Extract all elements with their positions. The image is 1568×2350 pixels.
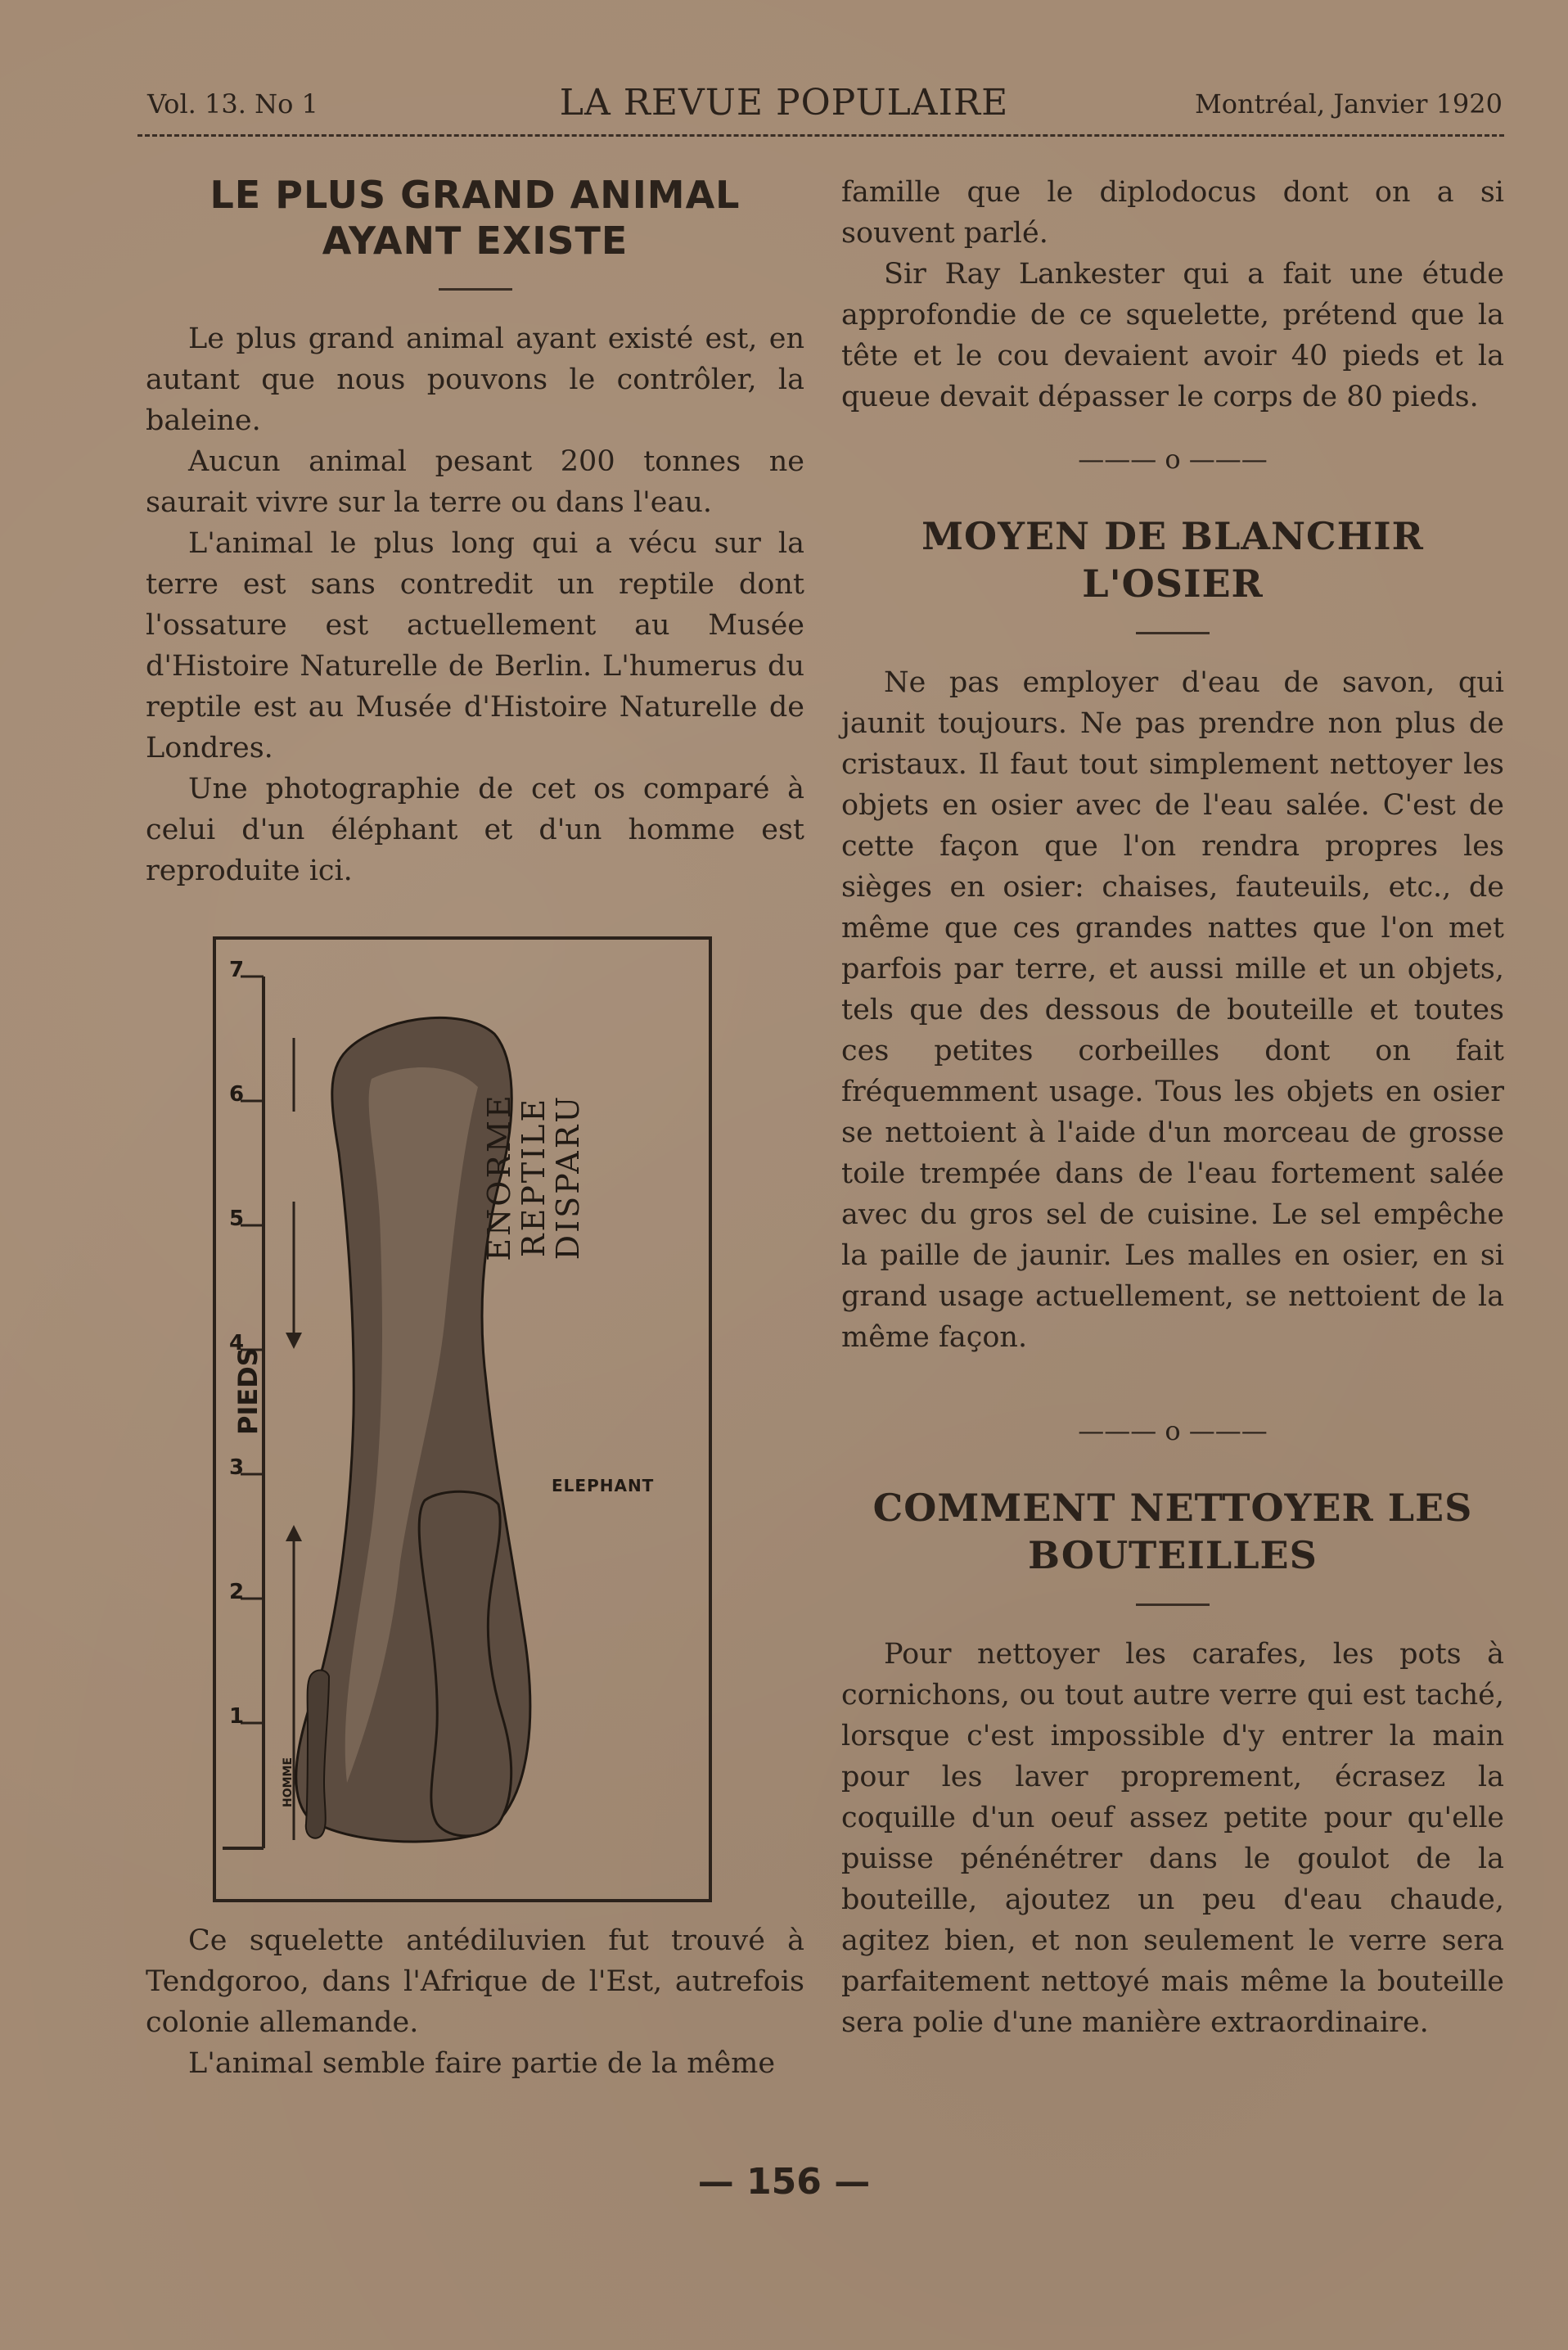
left-column xyxy=(146,172,804,2084)
right-column xyxy=(841,172,1504,2043)
scale-tick-label: 6 xyxy=(229,1082,245,1107)
volume-number: Vol. 13. No 1 xyxy=(147,88,318,120)
scale-tick-label: 5 xyxy=(229,1207,245,1231)
human-bone xyxy=(306,1671,329,1838)
paragraph: L'animal semble faire partie de la même xyxy=(188,2047,776,2080)
section-separator: ——— o ——— xyxy=(1078,444,1268,475)
arrow-down-icon xyxy=(286,1333,302,1349)
title-rule xyxy=(439,288,512,291)
journal-title: LA REVUE POPULAIRE xyxy=(559,82,1009,124)
title-rule xyxy=(1136,1604,1210,1606)
reptile-label xyxy=(482,1083,728,1271)
paragraph-continued: famille que le diplodocus dont on a si souvent parlé. xyxy=(841,176,1504,250)
bone-comparison-figure xyxy=(213,936,712,1902)
paragraph: Aucun animal pesant 200 tonnes ne saurait vivre sur la terre ou dans l'eau. xyxy=(146,445,804,519)
section-separator: ——— o ——— xyxy=(1078,1415,1268,1446)
page-number: — 156 — xyxy=(697,2161,871,2203)
scale-tick-label: 2 xyxy=(229,1580,245,1604)
reptile-label-line: REPTILE xyxy=(516,1096,552,1258)
paragraph: Une photographie de cet os comparé à celui d'un éléphant et d'un homme est reproduite ici. xyxy=(146,773,804,887)
article-title-bouteilles: COMMENT NETTOYER LES BOUTEILLES xyxy=(872,1486,1473,1577)
paragraph: Ce squelette antédiluvien fut trouvé à Tendgoroo, dans l'Afrique de l'Est, autrefois colonie allemande. xyxy=(146,1924,804,2039)
page-header xyxy=(0,79,1568,128)
reptile-label-line: DISPARU xyxy=(550,1094,586,1261)
article-title-largest-animal: LE PLUS GRAND ANIMAL AYANT EXISTE xyxy=(210,173,741,263)
paragraph: Sir Ray Lankester qui a fait une étude approfondie de ce squelette, prétend que la tête et le cou devaient avoir 40 pieds et la queue devait dépasser le corps de 80 pieds. xyxy=(841,258,1504,413)
arrow-up-icon xyxy=(286,1525,302,1541)
article-title-osier: MOYEN DE BLANCHIR L'OSIER xyxy=(921,514,1424,606)
homme-label: HOMME xyxy=(282,1757,295,1807)
paragraph: Pour nettoyer les carafes, les pots à cornichons, ou tout autre verre qui est taché, lorsque c'est impossible d'y entrer la main pour les laver proprement, écrasez la coquille d'un oeuf assez petite pour qu'elle puisse pénénétrer dans le goulot de la bouteille, ajoutez un peu d'eau chaude, agitez bien, et non seulement le verre sera parfaitement nettoyé mais même la bouteille sera polie d'une manière extraordinaire. xyxy=(841,1638,1504,2039)
paragraph: Ne pas employer d'eau de savon, qui jaunit toujours. Ne pas prendre non plus de cristaux. Il faut tout simplement nettoyer les objets en osier avec de l'eau salée. C'est de cette façon que l'on rendra propres les sièges en osier: chaises, fauteuils, etc., de même que ces grandes nattes que l'on met parfois par terre, et aussi mille et un objets, tels que des dessous de bouteille et toutes ces petites corbeilles dont on fait fréquemment usage. Tous les objets en osier se nettoient à l'aide d'un morceau de grosse toile trempée dans de l'eau fortement salée avec du gros sel de cuisine. Le sel empêche la paille de jaunir. Les malles en osier, en si grand usage actuellement, se nettoient de la même façon. xyxy=(841,666,1504,1354)
issue-date: Montréal, Janvier 1920 xyxy=(1194,88,1503,120)
paragraph: L'animal le plus long qui a vécu sur la terre est sans contredit un reptile dont l'ossature est actuellement au Musée d'Histoire Naturelle de Berlin. L'humerus du reptile est au Musée d'Histoire Naturelle de Londres. xyxy=(146,527,804,765)
elephant-label: ELEPHANT xyxy=(552,1476,655,1495)
scale-tick-label: 4 xyxy=(229,1331,245,1355)
reptile-label-line: ENORME xyxy=(481,1093,517,1261)
title-rule xyxy=(1136,632,1210,634)
scale-tick-label: 3 xyxy=(229,1455,245,1480)
scale-tick-label: 1 xyxy=(229,1704,245,1729)
paragraph: Le plus grand animal ayant existé est, en autant que nous pouvons le contrôler, la baleine. xyxy=(146,323,804,437)
scale-unit-label: PIEDS xyxy=(232,1347,264,1435)
scale-tick-label: 7 xyxy=(229,958,245,982)
header-rule xyxy=(137,134,1504,137)
